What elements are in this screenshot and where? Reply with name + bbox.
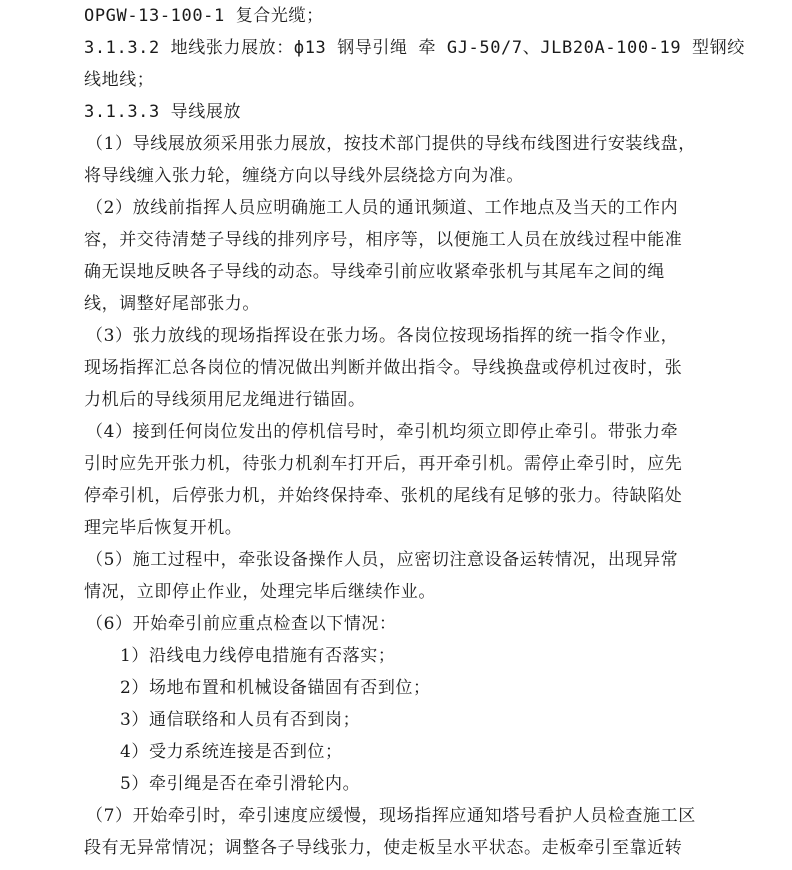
paragraph-2-line-1: （2）放线前指挥人员应明确施工人员的通讯频道、工作地点及当天的工作内	[86, 198, 679, 218]
paragraph-5-line-1: （5）施工过程中，牵张设备操作人员，应密切注意设备运转情况，出现异常	[86, 550, 679, 570]
heading-3-1-3-2: 3.1.3.2 地线张力展放：ф13 钢导引绳 牵 GJ-50/7、JLB20A-100-19 型钢绞	[84, 38, 745, 58]
paragraph-5-line-2: 情况，立即停止作业，处理完毕后继续作业。	[84, 582, 436, 602]
paragraph-3-line-3: 力机后的导线须用尼龙绳进行锚固。	[84, 390, 366, 410]
checklist-item-3: 3）通信联络和人员有否到岗；	[120, 710, 361, 730]
paragraph-1-line-1: （1）导线展放须采用张力展放，按技术部门提供的导线布线图进行安装线盘，	[86, 134, 696, 154]
paragraph-2-line-2: 容，并交待清楚子导线的排列序号，相序等，以便施工人员在放线过程中能准	[84, 230, 683, 250]
paragraph-4-line-4: 理完毕后恢复开机。	[84, 518, 243, 538]
checklist-item-4: 4）受力系统连接是否到位；	[120, 742, 343, 762]
paragraph-2-line-4: 线，调整好尾部张力。	[84, 294, 260, 314]
heading-3-1-3-3: 3.1.3.3 导线展放	[84, 102, 242, 122]
checklist-item-1: 1）沿线电力线停电措施有否落实；	[120, 646, 396, 666]
text-line-spec-cable: OPGW-13-100-1 复合光缆；	[84, 6, 324, 26]
paragraph-3-line-1: （3）张力放线的现场指挥设在张力场。各岗位按现场指挥的统一指令作业，	[86, 326, 679, 346]
paragraph-4-line-3: 停牵引机，后停张力机，并始终保持牵、张机的尾线有足够的张力。待缺陷处	[84, 486, 683, 506]
paragraph-7-line-2: 段有无异常情况；调整各子导线张力，使走板呈水平状态。走板牵引至靠近转	[84, 838, 683, 858]
paragraph-7-line-1: （7）开始牵引时，牵引速度应缓慢，现场指挥应通知塔号看护人员检查施工区	[86, 806, 696, 826]
paragraph-6-line-1: （6）开始牵引前应重点检查以下情况：	[86, 614, 397, 634]
paragraph-4-line-1: （4）接到任何岗位发出的停机信号时，牵引机均须立即停止牵引。带张力牵	[86, 422, 679, 442]
checklist-item-5: 5）牵引绳是否在牵引滑轮内。	[120, 774, 361, 794]
checklist-item-2: 2）场地布置和机械设备锚固有否到位；	[120, 678, 431, 698]
paragraph-3-line-2: 现场指挥汇总各岗位的情况做出判断并做出指令。导线换盘或停机过夜时，张	[84, 358, 683, 378]
paragraph-2-line-3: 确无误地反映各子导线的动态。导线牵引前应收紧牵张机与其尾车之间的绳	[84, 262, 665, 282]
paragraph-4-line-2: 引时应先开张力机，待张力机刹车打开后，再开牵引机。需停止牵引时，应先	[84, 454, 683, 474]
paragraph-1-line-2: 将导线缠入张力轮，缠绕方向以导线外层绕捻方向为准。	[84, 166, 524, 186]
text-line: 线地线；	[84, 70, 155, 90]
